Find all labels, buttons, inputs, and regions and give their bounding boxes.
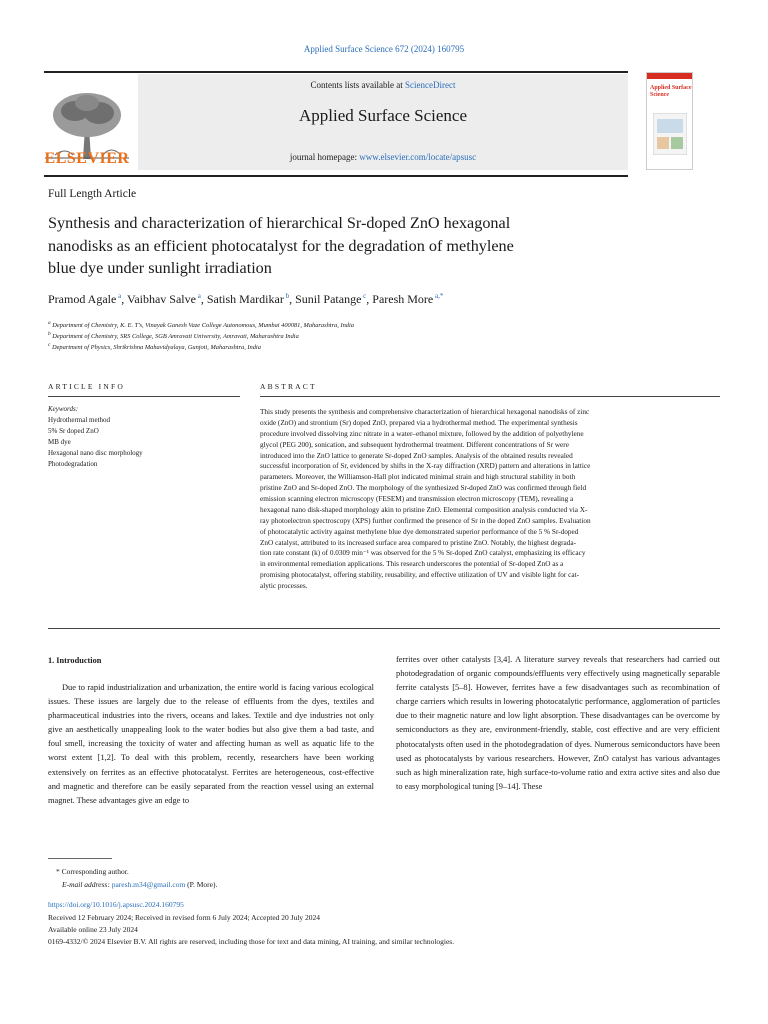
- title-line-2: nanodisks as an efficient photocatalyst for the degradation of methylene: [48, 236, 514, 255]
- keyword-item: 5% Sr doped ZnO: [48, 427, 99, 435]
- introduction-right-column: [396, 653, 720, 794]
- abstract-line: oxide (ZnO) and strontium (Sr) doped ZnO, prepared via a hydrothermal method. The experimental synthesis: [260, 418, 578, 427]
- article-info-rule: [48, 396, 240, 397]
- abstract-line: procedure involved dissolving zinc nitrate in a water–ethanol mixture, followed by the addition of polyethylene: [260, 429, 584, 438]
- footnote-rule: [48, 858, 112, 859]
- received-dates: Received 12 February 2024; Received in revised form 6 July 2024; Accepted 20 July 2024: [48, 913, 321, 922]
- author-affiliation-mark[interactable]: a,*: [435, 292, 444, 300]
- article-type: Full Length Article: [48, 188, 137, 200]
- introduction-paragraph: ferrites over other catalysts [3,4]. A literature survey reveals that researchers had carried out photodegradation of organic compounds/effluents very effectively using magnetically separable ferrite catalysts [5–8]. However, ferrites have a few disadvantages such as recombination of charge carriers which results in lowering photocatalytic performance, agglomeration of particles due to their magnetic nature and low light absorption. These disadvantages can be overcome by semiconductors as they are, environment-friendly, stable, cost effective and are very efficient photocatalysts often used in the photodegradation of dyes. Numerous semiconductors have been used as photocatalysts by various researchers. However, ZnO catalyst has various advantages such as high mineralization rate, high surface-to-volume ratio and extra active sites and also due to easy morphological tuning [9–14]. These: [396, 655, 720, 791]
- article-info-heading: ARTICLE INFO: [48, 382, 125, 391]
- affiliation-a: $^a$ Department of Chemistry, K. E. T's, Vinayak Ganesh Vaze College Autonomous, Mumbai 400081, Maharashtra, India: [48, 320, 354, 330]
- affiliation-c: $^c$ Department of Physics, Shrikrishna Mahavidyalaya, Gunjoti, Maharashtra, India: [48, 342, 261, 352]
- homepage-prefix: journal homepage:: [289, 152, 360, 162]
- introduction-heading: 1. Introduction: [48, 656, 102, 665]
- contents-prefix: Contents lists available at: [310, 80, 405, 90]
- email-line: E-mail address: paresh.m34@gmail.com (P. More).: [62, 880, 218, 889]
- title-line-3: blue dye under sunlight irradiation: [48, 259, 272, 277]
- affiliation-b: $^b$ Department of Chemistry, SRS College, SGB Amravati University, Amravati, Maharashtra India: [48, 331, 299, 341]
- journal-reference[interactable]: Applied Surface Science 672 (2024) 160795: [303, 44, 465, 54]
- abstract-line: ray photoelectron spectroscopy (XPS) further confirmed the presence of Sr in the doped ZnO samples. Evaluation: [260, 516, 591, 525]
- author-affiliation-mark[interactable]: c: [363, 292, 367, 300]
- journal-title: Applied Surface Science: [298, 106, 468, 125]
- keyword-item: MB dye: [48, 438, 71, 446]
- author-affiliation-mark[interactable]: b: [285, 292, 290, 300]
- author-name[interactable]: Satish Mardikar: [206, 292, 284, 306]
- abstract-line: in environmental remediation applications. This research underscores the potential of Sr-doped ZnO as a: [260, 560, 564, 569]
- abstract-bottom-rule: [48, 628, 720, 629]
- abstract-rule: [260, 396, 720, 397]
- abstract-line: tion rate constant (k) of 0.0309 min⁻¹ was observed for the 5 % Sr-doped ZnO catalyst, emphasizing its efficacy: [260, 549, 586, 558]
- keywords-label: Keywords:: [48, 405, 79, 413]
- abstract-line: hexagonal nano disk-shaped morphology akin to pristine ZnO. Elemental composition analysis conducted via X-: [260, 505, 588, 514]
- keyword-item: Hydrothermal method: [48, 416, 111, 424]
- introduction-paragraph: Due to rapid industrialization and urbanization, the entire world is facing various ecological issues. These issues are largely due to the release of effluents from the dyes, textiles and pharmaceutical industries into the rivers, oceans and lakes. Textile and dye industries not only give an aesthetically unappealing look to the water bodies but also give them a bad taste, and foul smell, increasing the toxicity of water and affecting human as well as aquatic life to the worst extent [1,2]. To deal with this problem, recently, researchers have been working extensively on ferrites as an effective photocatalyst. Ferrites are heterogeneous, cost-effective and magnetic and therefore can be easily separated from the reaction vessel using an external magnet. These advantages give an edge to: [48, 683, 374, 805]
- keyword-item: Photodegradation: [48, 460, 98, 468]
- author-name[interactable]: Pramod Agale: [48, 292, 117, 306]
- copyright-line: 0169-4332/© 2024 Elsevier B.V. All rights are reserved, including those for text and data mining, AI training, and similar technologies.: [48, 937, 455, 946]
- abstract-line: parameters. Moreover, the Williamson-Hall plot indicated minimal strain and high structural stability in both: [260, 473, 576, 482]
- homepage-line: [138, 152, 628, 162]
- cover-band: [647, 73, 692, 79]
- email-link[interactable]: paresh.m34@gmail.com: [111, 880, 186, 889]
- corresponding-author-note: * Corresponding author.: [56, 867, 129, 876]
- abstract-line: ZnO catalyst, attributed to its increased surface area compared to pristine ZnO. Notably, the highest degrada-: [260, 538, 576, 547]
- title-line-1: Synthesis and characterization of hierarchical Sr-doped ZnO hexagonal: [48, 214, 511, 232]
- keyword-item: Hexagonal nano disc morphology: [48, 449, 143, 457]
- author-name[interactable]: Vaibhav Salve: [126, 292, 196, 306]
- cover-figure-icon: [653, 113, 687, 155]
- abstract-line: of photocatalytic activity against methylene blue dye demonstrated superior performance of the 5 % Sr-doped: [260, 527, 579, 536]
- doi-link[interactable]: https://doi.org/10.1016/j.apsusc.2024.160795: [48, 900, 184, 909]
- author-list: Pramod Agale $^a$, Vaibhav Salve $^a$, Satish Mardikar $^b$, Sunil Patange $^c$, Paresh More $^{a,*}$: [48, 292, 444, 306]
- journal-header-box: [138, 74, 628, 170]
- abstract-text: [260, 407, 720, 592]
- elsevier-wordmark: ELSEVIER: [44, 150, 130, 167]
- author-name[interactable]: Paresh More: [372, 292, 434, 306]
- abstract-line: successful incorporation of Sr, evidenced by shifts in the X-ray diffraction (XRD) pattern and alterations in lattice: [260, 462, 591, 471]
- abstract-line: alytic processes.: [260, 582, 308, 590]
- abstract-line: glycol (PEG 200), sonication, and subsequent hydrothermal treatment. Different concentrations of Sr were: [260, 440, 569, 449]
- homepage-link[interactable]: www.elsevier.com/locate/apsusc: [359, 152, 477, 162]
- sciencedirect-link[interactable]: ScienceDirect: [405, 80, 456, 90]
- available-online: Available online 23 July 2024: [48, 925, 138, 934]
- introduction-left-column: [48, 681, 374, 808]
- article-title: [48, 212, 648, 280]
- contents-line: [138, 80, 628, 90]
- abstract-heading: ABSTRACT: [260, 382, 317, 391]
- author-affiliation-mark[interactable]: a: [197, 292, 201, 300]
- cover-title: Applied Surface Science: [650, 85, 692, 98]
- header-bottom-rule: [44, 175, 628, 177]
- abstract-line: This study presents the synthesis and comprehensive characterization of hierarchical hexagonal nanodisks of zinc: [260, 408, 590, 416]
- abstract-line: introduced into the ZnO lattice to generate Sr-doped ZnO samples. Analysis of the obtained results revealed: [260, 451, 573, 460]
- author-name[interactable]: Sunil Patange: [295, 292, 362, 306]
- abstract-line: promising photocatalyst, offering stability, reusability, and effective utilization of UV and visible light for cat-: [260, 571, 579, 580]
- abstract-line: pristine ZnO and Sr-doped ZnO. The morphology of the synthesized Sr-doped ZnO was confirmed through field: [260, 484, 587, 493]
- abstract-line: emission scanning electron microscopy (FESEM) and transmission electron microscopy (TEM), revealing a: [260, 495, 574, 503]
- header-top-rule: [44, 71, 628, 73]
- author-affiliation-mark[interactable]: a: [118, 292, 122, 300]
- journal-cover-thumbnail[interactable]: [646, 72, 693, 170]
